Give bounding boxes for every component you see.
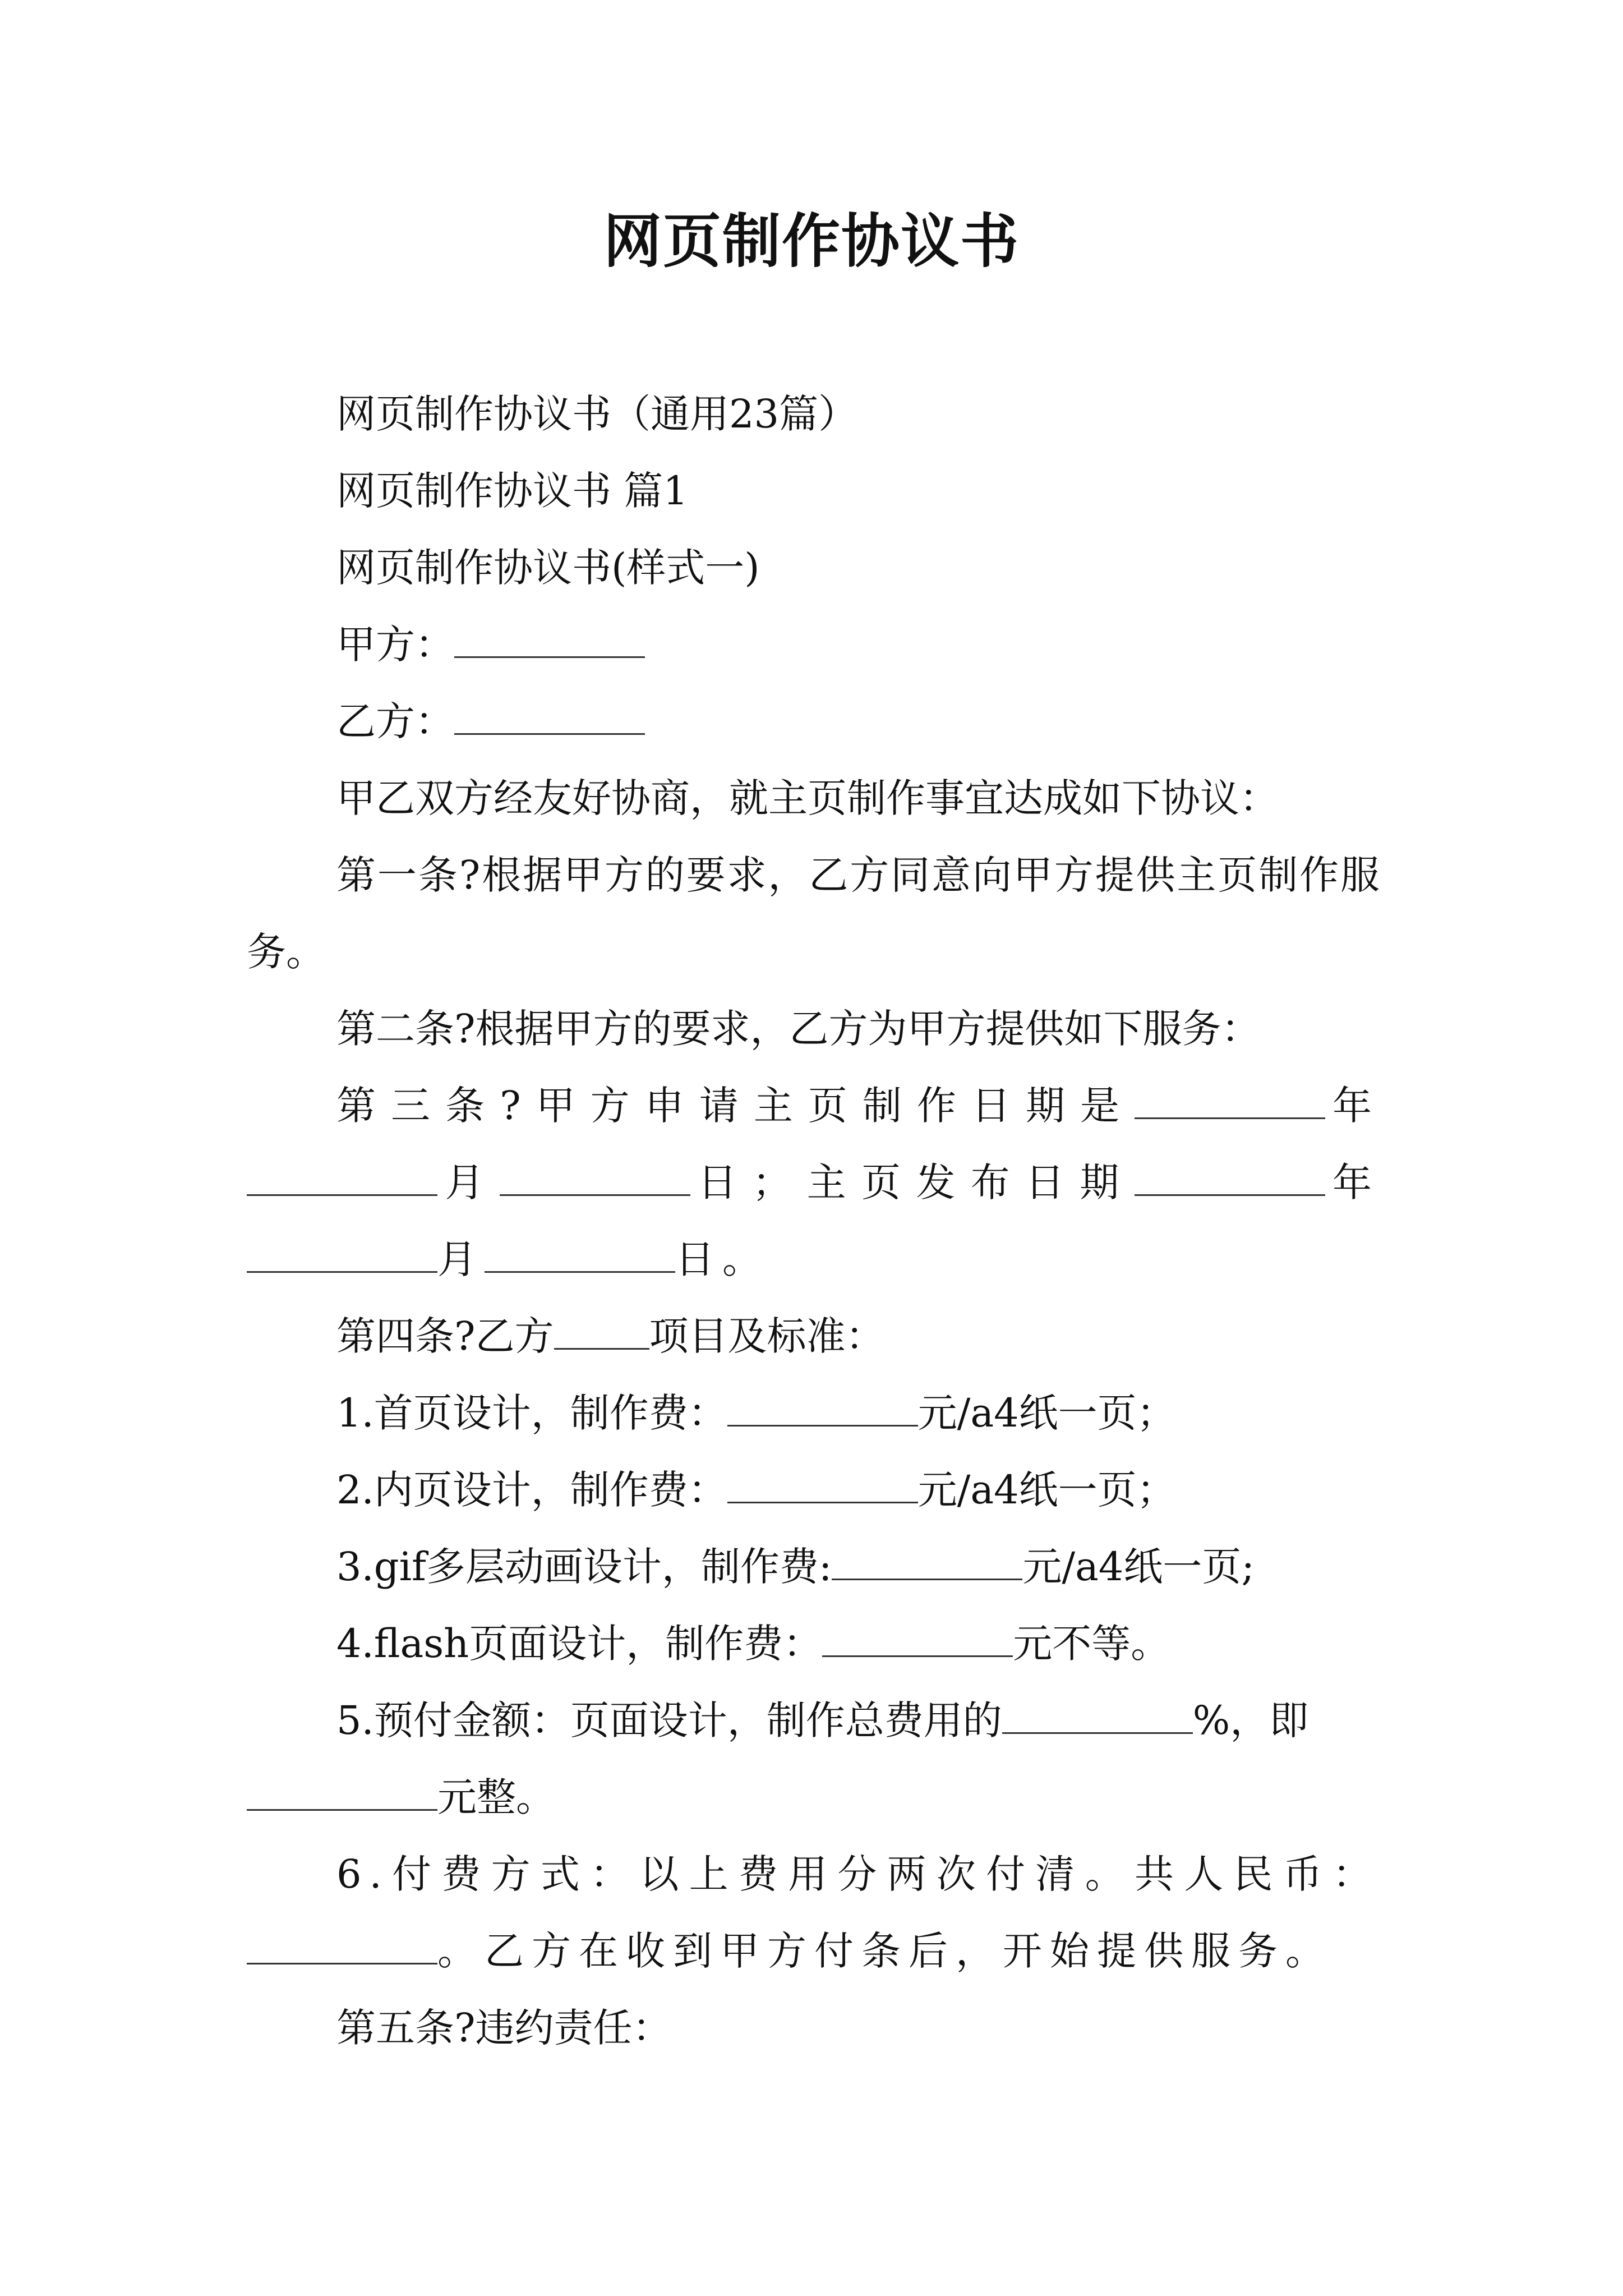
text: %，即 bbox=[1192, 1697, 1309, 1743]
text: 元/a4纸一页; bbox=[1022, 1544, 1255, 1590]
paragraph-article-3 bbox=[247, 1068, 1380, 1298]
text: 3.gif多层动画设计，制作费: bbox=[336, 1544, 832, 1590]
paragraph-item-2 bbox=[247, 1452, 1380, 1529]
paragraph-item-6 bbox=[247, 1836, 1380, 1990]
apply-month-blank bbox=[247, 1159, 437, 1196]
paragraph-article-heading bbox=[247, 453, 1380, 530]
party-b-blank bbox=[454, 698, 645, 735]
text: 日；主页发布日期 bbox=[690, 1159, 1135, 1205]
text: 元/a4纸一页； bbox=[917, 1467, 1176, 1513]
paragraph-item-5 bbox=[247, 1682, 1380, 1836]
document-body bbox=[247, 376, 1380, 2067]
text: 月 bbox=[437, 1159, 500, 1205]
paragraph-collection-title bbox=[247, 376, 1380, 453]
document-title: 网页制作协议书 bbox=[603, 207, 1020, 275]
paragraph-article-4 bbox=[247, 1298, 1380, 1375]
text: 。乙方在收到甲方付条后，开始提供服务。 bbox=[437, 1928, 1332, 1974]
paragraph-article-5 bbox=[247, 1990, 1380, 2067]
text: 元不等。 bbox=[1013, 1621, 1170, 1667]
article-4-blank bbox=[554, 1313, 649, 1350]
text: 第四条?乙方 bbox=[336, 1313, 554, 1359]
inner-page-fee-blank bbox=[727, 1467, 918, 1503]
paragraph-party-b bbox=[247, 683, 1380, 760]
text: 甲乙双方经友好协商，就主页制作事宜达成如下协议： bbox=[336, 775, 1279, 821]
text: 第二条?根据甲方的要求，乙方为甲方提供如下服务： bbox=[336, 1006, 1261, 1052]
text: 6.付费方式：以上费用分两次付清。共人民币： bbox=[336, 1851, 1380, 1897]
paragraph-article-1 bbox=[247, 837, 1380, 991]
party-a-label: 甲方： bbox=[336, 622, 454, 668]
flash-fee-blank bbox=[822, 1621, 1013, 1657]
text: 网页制作协议书（通用23篇） bbox=[336, 391, 858, 437]
total-rmb-blank bbox=[247, 1928, 437, 1964]
publish-month-blank bbox=[247, 1236, 437, 1273]
paragraph-article-2 bbox=[247, 991, 1380, 1068]
paragraph-style-heading bbox=[247, 530, 1380, 606]
text: 项目及标准： bbox=[649, 1313, 885, 1359]
text: 1.首页设计，制作费： bbox=[336, 1390, 727, 1436]
text: 4.flash页面设计，制作费： bbox=[336, 1621, 823, 1667]
text: 5.预付金额：页面设计，制作总费用的 bbox=[336, 1697, 1002, 1743]
text: 元/a4纸一页； bbox=[917, 1390, 1176, 1436]
gif-fee-blank bbox=[832, 1544, 1022, 1580]
publish-year-blank bbox=[1135, 1159, 1325, 1196]
apply-year-blank bbox=[1135, 1083, 1325, 1119]
homepage-fee-blank bbox=[727, 1390, 918, 1427]
party-a-blank bbox=[454, 622, 645, 658]
apply-day-blank bbox=[500, 1159, 690, 1196]
text: 年 bbox=[1325, 1083, 1380, 1129]
paragraph-intro bbox=[247, 760, 1380, 837]
publish-day-blank bbox=[485, 1236, 675, 1273]
paragraph-item-1 bbox=[247, 1375, 1380, 1452]
paragraph-item-3 bbox=[247, 1529, 1380, 1605]
text: 元整。 bbox=[437, 1774, 555, 1820]
text: 网页制作协议书(样式一) bbox=[336, 545, 760, 591]
prepay-amount-blank bbox=[247, 1774, 437, 1811]
text: 第一条?根据甲方的要求，乙方同意向甲方提供主页制作服务。 bbox=[247, 852, 1380, 975]
text: 网页制作协议书 篇1 bbox=[336, 468, 688, 514]
text: 2.内页设计，制作费： bbox=[336, 1467, 727, 1513]
text: 年 bbox=[1325, 1159, 1380, 1205]
text: 第三条?甲方申请主页制作日期是 bbox=[336, 1083, 1135, 1129]
text: 第五条?违约责任： bbox=[336, 2005, 672, 2051]
prepay-percent-blank bbox=[1002, 1697, 1193, 1734]
text: 月 bbox=[437, 1236, 485, 1282]
party-b-label: 乙方： bbox=[336, 698, 454, 744]
paragraph-party-a bbox=[247, 606, 1380, 683]
paragraph-item-4 bbox=[247, 1605, 1380, 1682]
text: 日。 bbox=[675, 1236, 769, 1282]
